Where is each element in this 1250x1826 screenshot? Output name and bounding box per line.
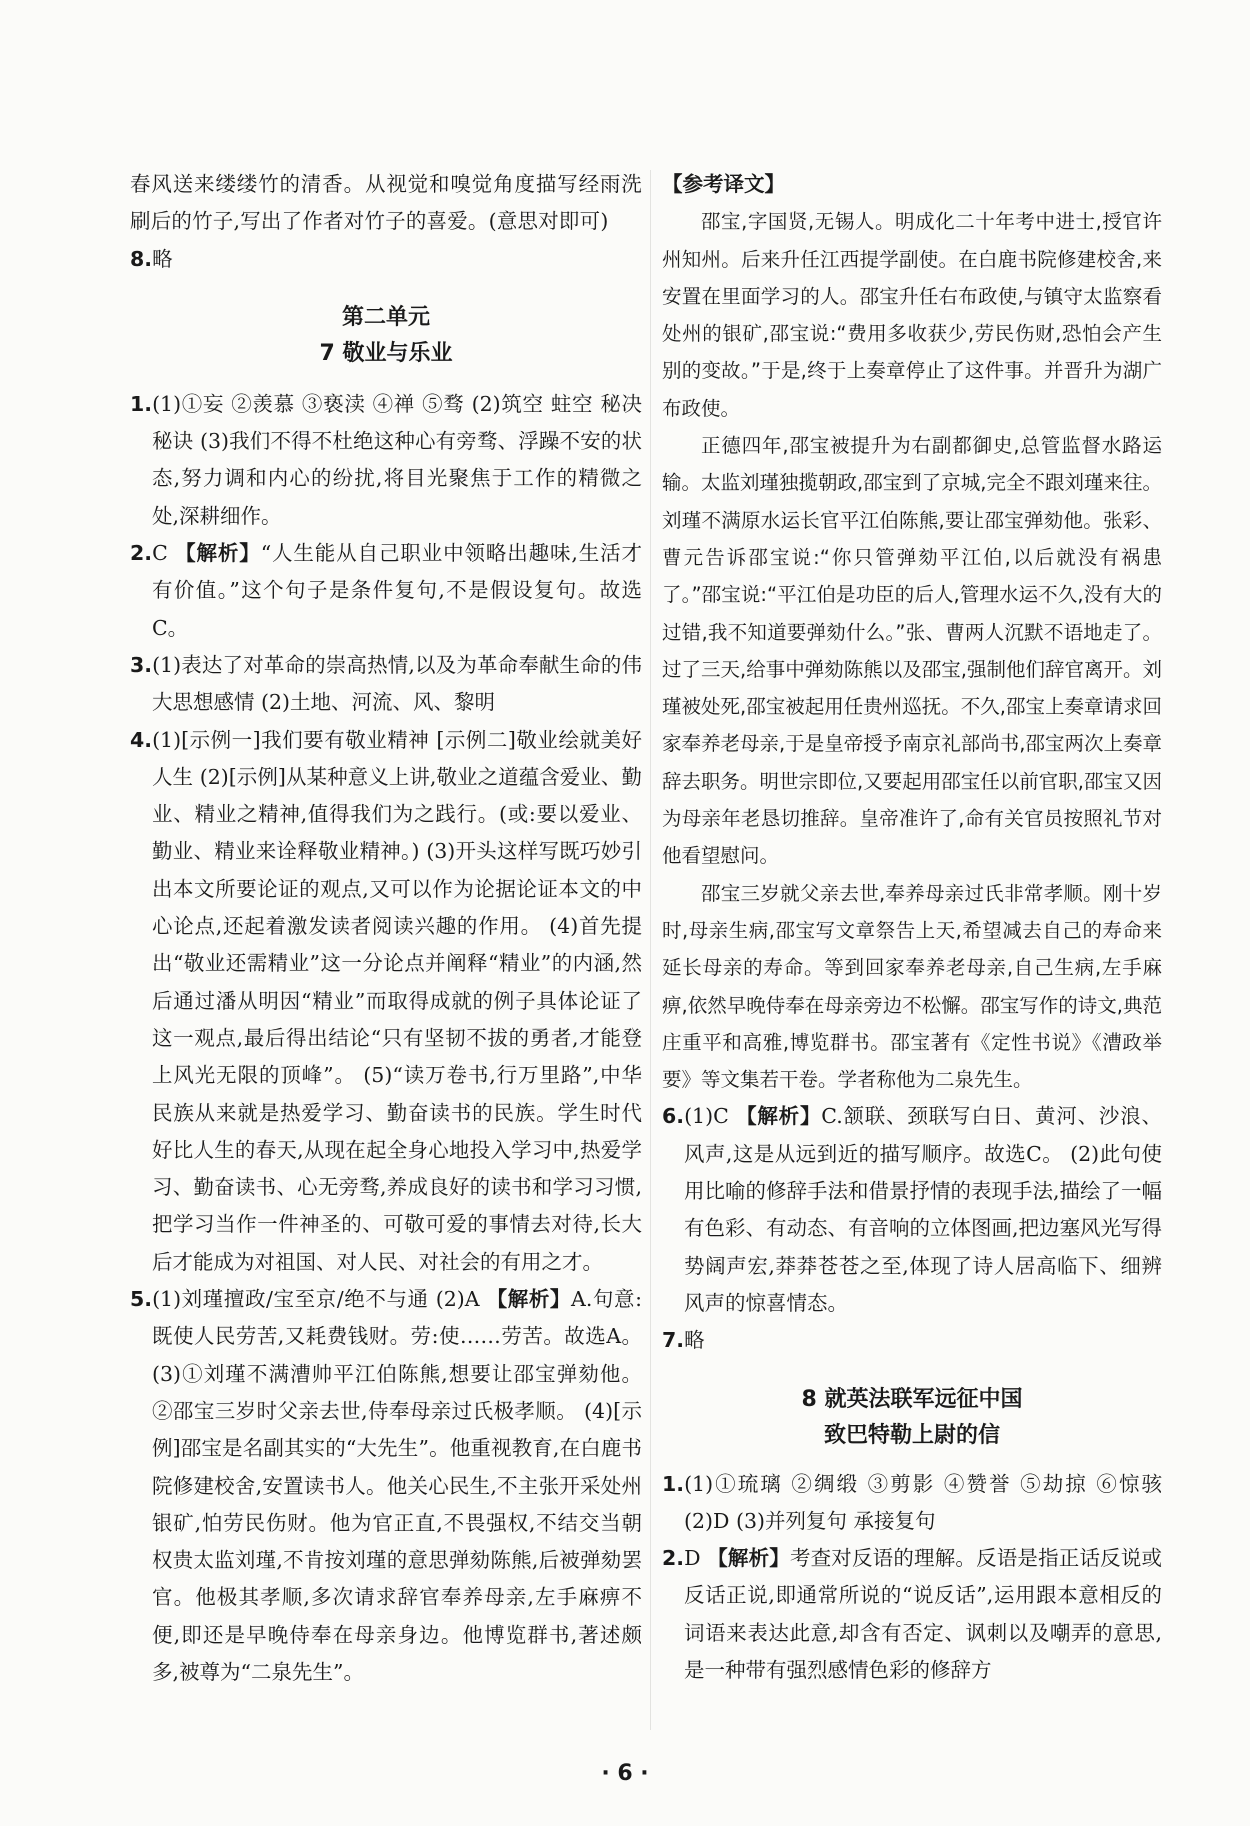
question-number: 1. [662,1471,685,1496]
question-1 [130,386,642,535]
answer-text: 略 [152,246,173,271]
lesson-8-question-2 [662,1540,1162,1689]
unit-title: 第二单元 [341,304,430,330]
answer-choice: (1)刘瑾擅政/宝至京/绝不与通 (2)A [152,1287,487,1312]
translation-paragraph-2: 正德四年,邵宝被提升为右副都御史,总管监督水路运输。太监刘瑾独揽朝政,邵宝到了京城,完全不跟刘瑾来往。刘瑾不满原水运长官平江伯陈熊,要让邵宝弹劾他。张彩、曹元告诉邵宝说:“你只管弹劾平江伯,以后就没有祸患了。”邵宝说:“平江伯是功臣的后人,管理水运不久,没有大的过错,我不知道要弹劾什么。”张、曹两人沉默不语地走了。过了三天,给事中弹劾陈熊以及邵宝,强制他们辞官离开。刘瑾被处死,邵宝被起用任贵州巡抚。不久,邵宝上奏章请求回家奉养老母亲,于是皇帝授予南京礼部尚书,邵宝两次上奏章辞去职务。明世宗即位,又要起用邵宝任以前官职,邵宝又因为母亲年老恳切推辞。皇帝准许了,命有关官员按照礼节对他看望慰问。 [662,434,1162,868]
answer-text: A.句意:既使人民劳苦,又耗费钱财。劳:使……劳苦。故选A。 (3)①刘瑾不满漕帅平江伯陈熊,想要让邵宝弹劾他。 ②邵宝三岁时父亲去世,侍奉母亲过氏极孝顺。 (4)[示例]邵宝是名副其实的“大先生”。他重视教育,在白鹿书院修建校舍,安置读书人。他关心民生,不主张开采处州银矿,怕劳民伤财。他为官正直,不畏强权,不结交当朝权贵太监刘瑾,不肯按刘瑾的意思弹劾陈熊,后被弹劾罢官。他极其孝顺,多次请求辞官奉养母亲,左手麻痹不便,即还是早晚侍奉在母亲身边。他博览群书,著述颇多,被尊为“二泉先生”。 [152,1287,643,1684]
answer-text: (1)[示例一]我们要有敬业精神 [示例二]敬业绘就美好人生 (2)[示例]从某种意义上讲,敬业之道蕴含爱业、勤业、精业之精神,值得我们为之践行。(或:要以爱业、勤业、精业来诠释敬业精神。) (3)开头这样写既巧妙引出本文所要论证的观点,又可以作为论据论证本文的中心论点,还起着激发读者阅读兴趣的作用。 (4)首先提出“敬业还需精业”这一分论点并阐释“精业”的内涵,然后通过潘从明因“精业”而取得成就的例子具体论证了这一观点,最后得出结论“只有坚韧不拔的勇者,才能登上风光无限的顶峰”。 (5)“读万卷书,行万里路”,中华民族从来就是热爱学习、勤奋读书的民族。学生时代好比人生的春天,从现在起全身心地投入学习中,热爱学习、勤奋读书、心无旁骛,养成良好的读书和学习习惯,把学习当作一件神圣的、可敬可爱的事情去对待,长大后才能成为对祖国、对人民、对社会的有用之才。 [152,727,642,1274]
question-2 [130,535,642,647]
question-number: 2. [662,1546,685,1571]
answer-text: 考查对反语的理解。反语是指正话反说或反话正说,即通常所说的“说反话”,运用跟本意相反的词语来表达此意,却含有否定、讽刺以及嘲弄的意思,是一种带有强烈感情色彩的修辞方 [684,1546,1163,1682]
question-number: 2. [130,541,153,566]
answer-text: 略 [684,1328,705,1353]
answer-choice: D [684,1546,708,1571]
reference-translation-title: 【参考译文】 [662,172,785,196]
lesson-title-line-2: 致巴特勒上尉的信 [823,1422,1000,1448]
question-8 [130,241,642,278]
lesson-title-line-1: 8 就英法联军远征中国 [801,1386,1023,1412]
left-column [130,166,642,1691]
question-4 [130,722,642,1281]
page-number: · 6 · [601,1761,649,1786]
answer-text: (1)①琉璃 ②绸缎 ③剪影 ④赞誉 ⑤劫掠 ⑥惊骇 (2)D (3)并列复句 承接复句 [684,1471,1162,1533]
question-number: 7. [662,1328,685,1353]
question-number: 8. [130,246,153,271]
question-number: 3. [130,652,153,677]
answer-text: (1)表达了对革命的崇高热情,以及为革命奉献生命的伟大思想感情 (2)土地、河流、风、黎明 [152,652,642,715]
intro-paragraph: 春风送来缕缕竹的清香。从视觉和嗅觉角度描写经雨洗刷后的竹子,写出了作者对竹子的喜爱。(意思对即可) [130,172,642,234]
analysis-tag: 【解析】 [707,1546,790,1571]
answer-text: C.颔联、颈联写白日、黄河、沙浪、风声,这是从远到近的描写顺序。故选C。 (2)此句使用比喻的修辞手法和借景抒情的表现手法,描绘了一幅有色彩、有动态、有音响的立体图画,把边塞风光写得势阔声宏,莽莽苍苍之至,体现了诗人居高临下、细辨风声的惊喜情态。 [684,1104,1163,1315]
lesson-8-heading [662,1382,1162,1454]
analysis-tag: 【解析】 [175,541,261,566]
question-6 [662,1098,1162,1322]
translation-paragraph-3: 邵宝三岁就父亲去世,奉养母亲过氏非常孝顺。刚十岁时,母亲生病,邵宝写文章祭告上天,希望减去自己的寿命来延长母亲的寿命。等到回家奉养老母亲,自己生病,左手麻痹,依然早晚侍奉在母亲旁边不松懈。邵宝写作的诗文,典范庄重平和高雅,博览群书。邵宝著有《定性书说》《漕政举要》等文集若干卷。学者称他为二泉先生。 [662,881,1162,1092]
question-7 [662,1322,1162,1359]
question-number: 6. [662,1104,685,1129]
question-number: 5. [130,1287,153,1312]
analysis-tag: 【解析】 [486,1287,572,1312]
answer-choice: (1)C [684,1104,737,1129]
analysis-tag: 【解析】 [736,1104,822,1129]
translation-paragraph-1: 邵宝,字国贤,无锡人。明成化二十年考中进士,授官许州知州。后来升任江西提学副使。在白鹿书院修建校舍,来安置在里面学习的人。邵宝升任右布政使,与镇守太监察看处州的银矿,邵宝说:“费用多收获少,劳民伤财,恐怕会产生别的变故。”于是,终于上奏章停止了这件事。并晋升为湖广布政使。 [662,210,1162,420]
lesson-8-question-1 [662,1466,1162,1541]
answer-text: (1)①妄 ②羡慕 ③亵渎 ④禅 ⑤骛 (2)筑空 蛀空 秘决 秘诀 (3)我们不得不杜绝这种心有旁骛、浮躁不安的状态,努力调和内心的纷扰,将目光聚焦于工作的精微之处,深耕细作。 [152,391,642,528]
question-number: 1. [130,391,153,416]
lesson-title: 7 敬业与乐业 [319,340,453,366]
question-number: 4. [130,727,153,752]
right-column [662,166,1162,1689]
column-divider [650,170,651,1730]
answer-choice: C [152,541,176,566]
question-5 [130,1281,642,1691]
answer-text: “人生能从自己职业中领略出趣味,生活才有价值。”这个句子是条件复句,不是假设复句。故选C。 [152,541,643,640]
question-3 [130,647,642,722]
